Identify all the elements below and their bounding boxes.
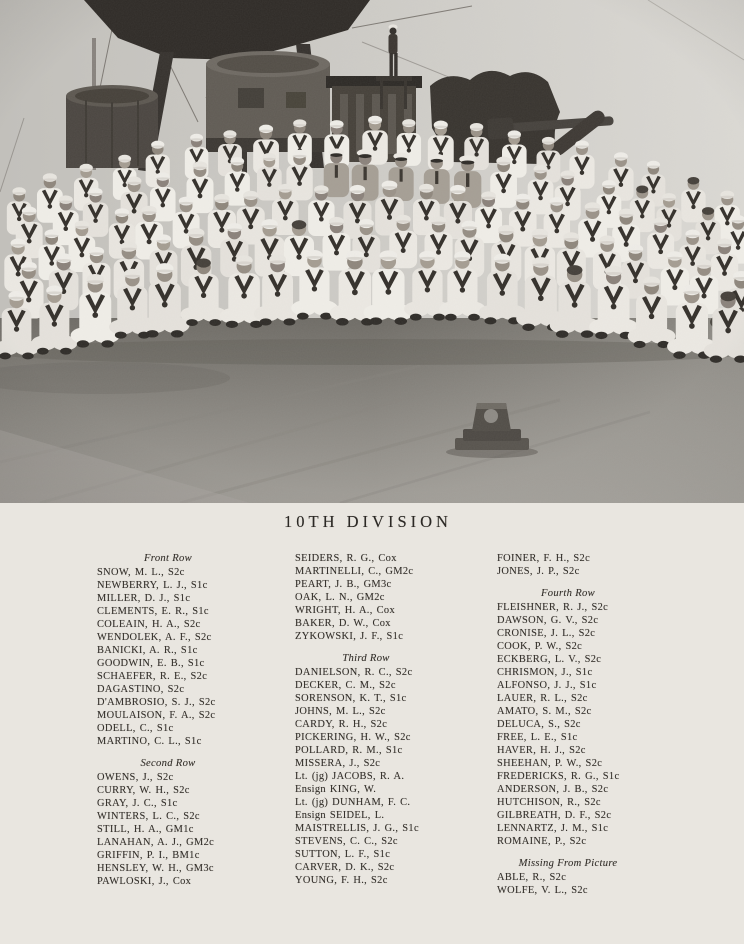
- roster-name: MARTINELLI, C., GM2c: [295, 566, 414, 577]
- roster-name: NEWBERRY, L. J., S1c: [97, 580, 208, 591]
- roster-name: LAUER, R. L., S2c: [497, 693, 588, 704]
- row-heading: Second Row: [140, 758, 196, 769]
- roster: [0, 552, 744, 922]
- roster-name: JONES, J. P., S2c: [497, 566, 580, 577]
- roster-name: FOINER, F. H., S2c: [497, 553, 591, 564]
- roster-name: SHEEHAN, P. W., S2c: [497, 758, 603, 769]
- roster-name: BAKER, D. W., Cox: [295, 618, 391, 629]
- roster-name: HUTCHISON, R., S2c: [497, 797, 601, 808]
- roster-block: [497, 857, 639, 897]
- roster-name: PAWLOSKI, J., Cox: [97, 876, 192, 887]
- roster-name: WOLFE, V. L., S2c: [497, 885, 588, 896]
- roster-name: MAISTRELLIS, J. G., S1c: [295, 823, 419, 834]
- roster-name: SEIDERS, R. G., Cox: [295, 553, 397, 564]
- roster-column-2: [295, 552, 437, 887]
- roster-column-3: [497, 552, 639, 897]
- roster-name: PEART, J. B., GM3c: [295, 579, 392, 590]
- roster-name: YOUNG, F. H., S2c: [295, 875, 388, 886]
- row-heading: Missing From Picture: [518, 858, 618, 869]
- roster-name: MISSERA, J., S2c: [295, 758, 381, 769]
- roster-name: ZYKOWSKI, J. F., S1c: [295, 631, 404, 642]
- roster-block: [295, 552, 437, 643]
- roster-name: PICKERING, H. W., S2c: [295, 732, 411, 743]
- roster-name: OAK, L. N., GM2c: [295, 592, 385, 603]
- roster-name: ANDERSON, J. B., S2c: [497, 784, 609, 795]
- roster-name: MOULAISON, F. A., S2c: [97, 710, 216, 721]
- roster-name: AMATO, S. M., S2c: [497, 706, 592, 717]
- roster-name: ROMAINE, P., S2c: [497, 836, 587, 847]
- roster-name: HAVER, H. J., S2c: [497, 745, 586, 756]
- roster-name: DAGASTINO, S2c: [97, 684, 185, 695]
- roster-name: LANAHAN, A. J., GM2c: [97, 837, 215, 848]
- roster-block: [97, 757, 239, 888]
- roster-block: [295, 652, 437, 887]
- roster-name: DANIELSON, R. C., S2c: [295, 667, 413, 678]
- roster-name: CHRISMON, J., S1c: [497, 667, 593, 678]
- roster-column-1: [97, 552, 239, 888]
- roster-name: ALFONSO, J. J., S1c: [497, 680, 597, 691]
- roster-name: OWENS, J., S2c: [97, 772, 174, 783]
- roster-name: ABLE, R., S2c: [497, 872, 567, 883]
- roster-name: GRAY, J. C., S1c: [97, 798, 178, 809]
- roster-name: SNOW, M. L., S2c: [97, 567, 185, 578]
- roster-name: SORENSON, K. T., S1c: [295, 693, 407, 704]
- roster-name: GRIFFIN, P. I., BM1c: [97, 850, 200, 861]
- page-title: 10TH DIVISION: [284, 512, 452, 531]
- roster-name: ODELL, C., S1c: [97, 723, 174, 734]
- roster-name: CARVER, D. K., S2c: [295, 862, 395, 873]
- roster-name: JOHNS, M. L., S2c: [295, 706, 386, 717]
- roster-name: BANICKI, A. R., S1c: [97, 645, 198, 656]
- roster-name: ECKBERG, L. V., S2c: [497, 654, 602, 665]
- roster-name: POLLARD, R. M., S1c: [295, 745, 403, 756]
- roster-name: CLEMENTS, E. R., S1c: [97, 606, 209, 617]
- roster-name: D'AMBROSIO, S. J., S2c: [97, 697, 216, 708]
- roster-name: Ensign KING, W.: [295, 784, 377, 795]
- row-heading: Third Row: [342, 653, 390, 664]
- roster-name: CARDY, R. H., S2c: [295, 719, 388, 730]
- roster-name: STILL, H. A., GM1c: [97, 824, 194, 835]
- roster-name: DECKER, C. M., S2c: [295, 680, 396, 691]
- roster-name: MARTINO, C. L., S1c: [97, 736, 202, 747]
- roster-name: WENDOLEK, A. F., S2c: [97, 632, 212, 643]
- roster-name: FLEISHNER, R. J., S2c: [497, 602, 609, 613]
- roster-name: DAWSON, G. V., S2c: [497, 615, 599, 626]
- roster-name: GILBREATH, D. F., S2c: [497, 810, 612, 821]
- roster-name: HENSLEY, W. H., GM3c: [97, 863, 214, 874]
- row-heading: Fourth Row: [541, 588, 595, 599]
- roster-name: SCHAEFER, R. E., S2c: [97, 671, 208, 682]
- roster-name: WINTERS, L. C., S2c: [97, 811, 200, 822]
- roster-name: DELUCA, S., S2c: [497, 719, 581, 730]
- roster-name: COOK, P. W., S2c: [497, 641, 583, 652]
- roster-name: MILLER, D. J., S1c: [97, 593, 191, 604]
- roster-name: WRIGHT, H. A., Cox: [295, 605, 396, 616]
- roster-block: [497, 552, 639, 578]
- roster-name: FREE, L. E., S1c: [497, 732, 578, 743]
- roster-block: [97, 552, 239, 748]
- roster-name: CURRY, W. H., S2c: [97, 785, 190, 796]
- roster-name: COLEAIN, H. A., S2c: [97, 619, 201, 630]
- row-heading: Front Row: [144, 553, 192, 564]
- roster-name: CRONISE, J. L., S2c: [497, 628, 596, 639]
- roster-name: LENNARTZ, J. M., S1c: [497, 823, 609, 834]
- roster-block: [497, 587, 639, 848]
- roster-name: FREDERICKS, R. G., S1c: [497, 771, 620, 782]
- roster-name: SUTTON, L. F., S1c: [295, 849, 391, 860]
- roster-name: Lt. (jg) JACOBS, R. A.: [295, 771, 405, 782]
- roster-name: Lt. (jg) DUNHAM, F. C.: [295, 797, 411, 808]
- roster-name: Ensign SEIDEL, L.: [295, 810, 385, 821]
- roster-name: STEVENS, C. C., S2c: [295, 836, 398, 847]
- roster-name: GOODWIN, E. B., S1c: [97, 658, 205, 669]
